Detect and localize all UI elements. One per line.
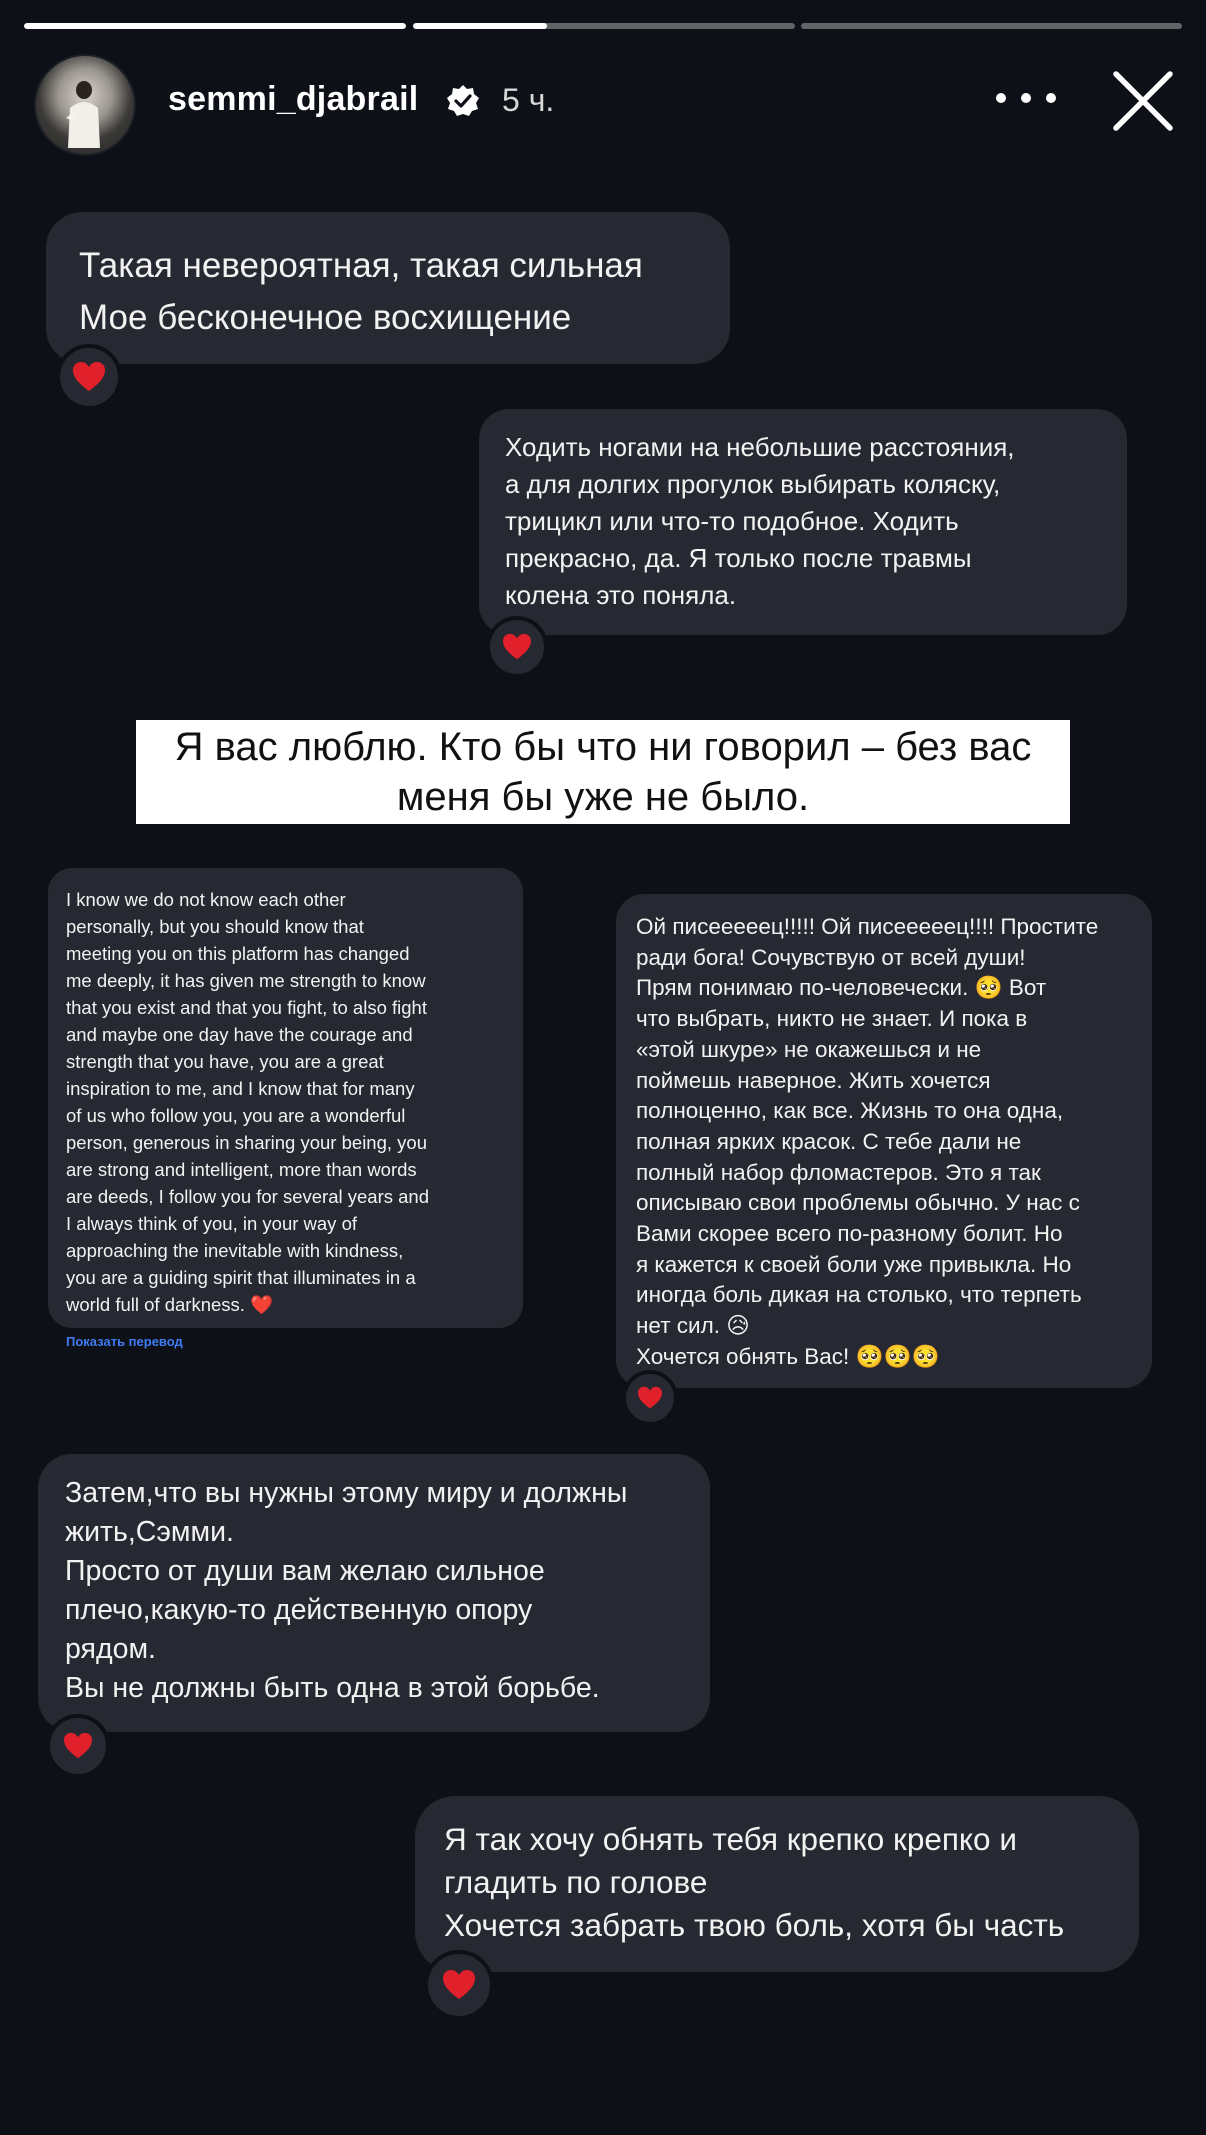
- message-line: are deeds, I follow you for several years and: [66, 1186, 429, 1207]
- reaction-heart-2[interactable]: [486, 616, 548, 678]
- message-line: strength that you have, you are a great: [66, 1051, 384, 1072]
- more-dot: [1021, 93, 1031, 103]
- message-line: а для долгих прогулок выбирать коляску,: [505, 469, 1001, 499]
- message-bubble-3: [48, 868, 523, 1328]
- verified-badge-icon: [446, 84, 480, 118]
- story-caption: [136, 720, 1070, 824]
- message-line: что выбрать, никто не знает. И пока в: [636, 1006, 1028, 1032]
- reaction-heart-5[interactable]: [46, 1714, 110, 1778]
- message-line: ради бога! Сочувствую от всей души!: [636, 944, 1026, 970]
- message-line: гладить по голове: [444, 1864, 708, 1900]
- message-line: плечо,какую-то действенную опору: [65, 1594, 533, 1626]
- show-translation-link[interactable]: Показать перевод: [66, 1334, 183, 1349]
- message-line: person, generous in sharing your being, you: [66, 1132, 427, 1153]
- avatar-icon[interactable]: [34, 54, 136, 156]
- message-line: approaching the inevitable with kindness,: [66, 1240, 404, 1261]
- message-bubble-1: [46, 212, 730, 364]
- message-line: Прям понимаю по-человечески. 🥺 Вот: [636, 975, 1047, 1001]
- message-bubble-2: [479, 409, 1127, 635]
- message-line: of us who follow you, you are a wonderful: [66, 1105, 406, 1126]
- username[interactable]: semmi_djabrail: [168, 80, 419, 118]
- message-line: Затем,что вы нужны этому миру и должны: [65, 1477, 628, 1509]
- story-progress-1: [24, 23, 406, 29]
- message-line: полный набор фломастеров. Это я так: [636, 1159, 1041, 1185]
- message-line: Вы не должны быть одна в этой борьбе.: [65, 1672, 600, 1704]
- message-line: жить,Сэмми.: [65, 1516, 234, 1548]
- message-line: meeting you on this platform has changed: [66, 943, 410, 964]
- message-line: Такая невероятная, такая сильная: [79, 246, 643, 285]
- message-line: полноценно, как все. Жизнь то она одна,: [636, 1098, 1064, 1124]
- message-line: полная ярких красок. С тебе дали не: [636, 1128, 1022, 1154]
- message-line: Мое бесконечное восхищение: [79, 298, 572, 337]
- reaction-heart-4[interactable]: [622, 1370, 678, 1426]
- message-line: Вами скорее всего по-разному болит. Но: [636, 1221, 1063, 1247]
- message-line: inspiration to me, and I know that for many: [66, 1078, 415, 1099]
- message-line: «этой шкуре» не окажешься и не: [636, 1036, 982, 1062]
- story-progress-2: [413, 23, 795, 29]
- message-bubble-4: [616, 894, 1152, 1388]
- message-line: прекрасно, да. Я только после травмы: [505, 543, 972, 573]
- message-line: I know we do not know each other: [66, 889, 346, 910]
- more-icon[interactable]: [996, 78, 1056, 118]
- story-progress-1-fill: [24, 23, 406, 29]
- message-line: you are a guiding spirit that illuminates in a: [66, 1267, 416, 1288]
- message-line: иногда боль дикая на столько, что терпеть: [636, 1282, 1082, 1308]
- message-line: описываю свои проблемы обычно. У нас с: [636, 1190, 1080, 1216]
- message-line: Ходить ногами на небольшие расстояния,: [505, 432, 1015, 462]
- message-line: world full of darkness. ❤️: [66, 1294, 274, 1315]
- caption-line: меня бы уже не было.: [396, 775, 810, 819]
- message-line: трицикл или что-то подобное. Ходить: [505, 506, 959, 536]
- reaction-heart-1[interactable]: [56, 344, 122, 410]
- message-line: Ой писееееец!!!!! Ой писееееец!!!! Простите: [636, 914, 1099, 939]
- message-line: are strong and intelligent, more than words: [66, 1159, 417, 1180]
- story-progress-2-fill: [413, 23, 547, 29]
- message-line: поймешь наверное. Жить хочется: [636, 1067, 991, 1093]
- message-line: and maybe one day have the courage and: [66, 1024, 413, 1045]
- message-line: that you exist and that you fight, to also fight: [66, 997, 427, 1018]
- heart-icon: [63, 1732, 93, 1760]
- heart-icon: [72, 361, 106, 393]
- message-line: рядом.: [65, 1633, 156, 1665]
- close-icon[interactable]: [1112, 70, 1174, 132]
- message-line: я кажется к своей боли уже привыкла. Но: [636, 1251, 1072, 1277]
- message-line: нет сил. 😥: [636, 1313, 750, 1339]
- message-line: personally, but you should know that: [66, 916, 364, 937]
- message-bubble-6: [415, 1796, 1139, 1972]
- message-line: Хочется забрать твою боль, хотя бы часть: [444, 1907, 1065, 1943]
- caption-line: Я вас люблю. Кто бы что ни говорил – без вас: [174, 725, 1032, 769]
- heart-icon: [502, 633, 532, 661]
- more-dot: [996, 93, 1006, 103]
- message-line: me deeply, it has given me strength to know: [66, 970, 426, 991]
- message-line: Я так хочу обнять тебя крепко крепко и: [444, 1821, 1017, 1857]
- heart-icon: [637, 1386, 663, 1410]
- message-line: колена это поняла.: [505, 580, 737, 610]
- message-line: I always think of you, in your way of: [66, 1213, 357, 1234]
- more-dot: [1046, 93, 1056, 103]
- reaction-heart-6[interactable]: [424, 1950, 494, 2020]
- story-progress-3: [801, 23, 1182, 29]
- post-time: 5 ч.: [502, 82, 555, 118]
- avatar-figure: [64, 78, 104, 148]
- message-bubble-5: [38, 1454, 710, 1732]
- heart-icon: [442, 1969, 476, 2001]
- message-line: Просто от души вам желаю сильное: [65, 1555, 545, 1587]
- message-line: Хочется обнять Вас! 🥺🥺🥺: [636, 1343, 940, 1369]
